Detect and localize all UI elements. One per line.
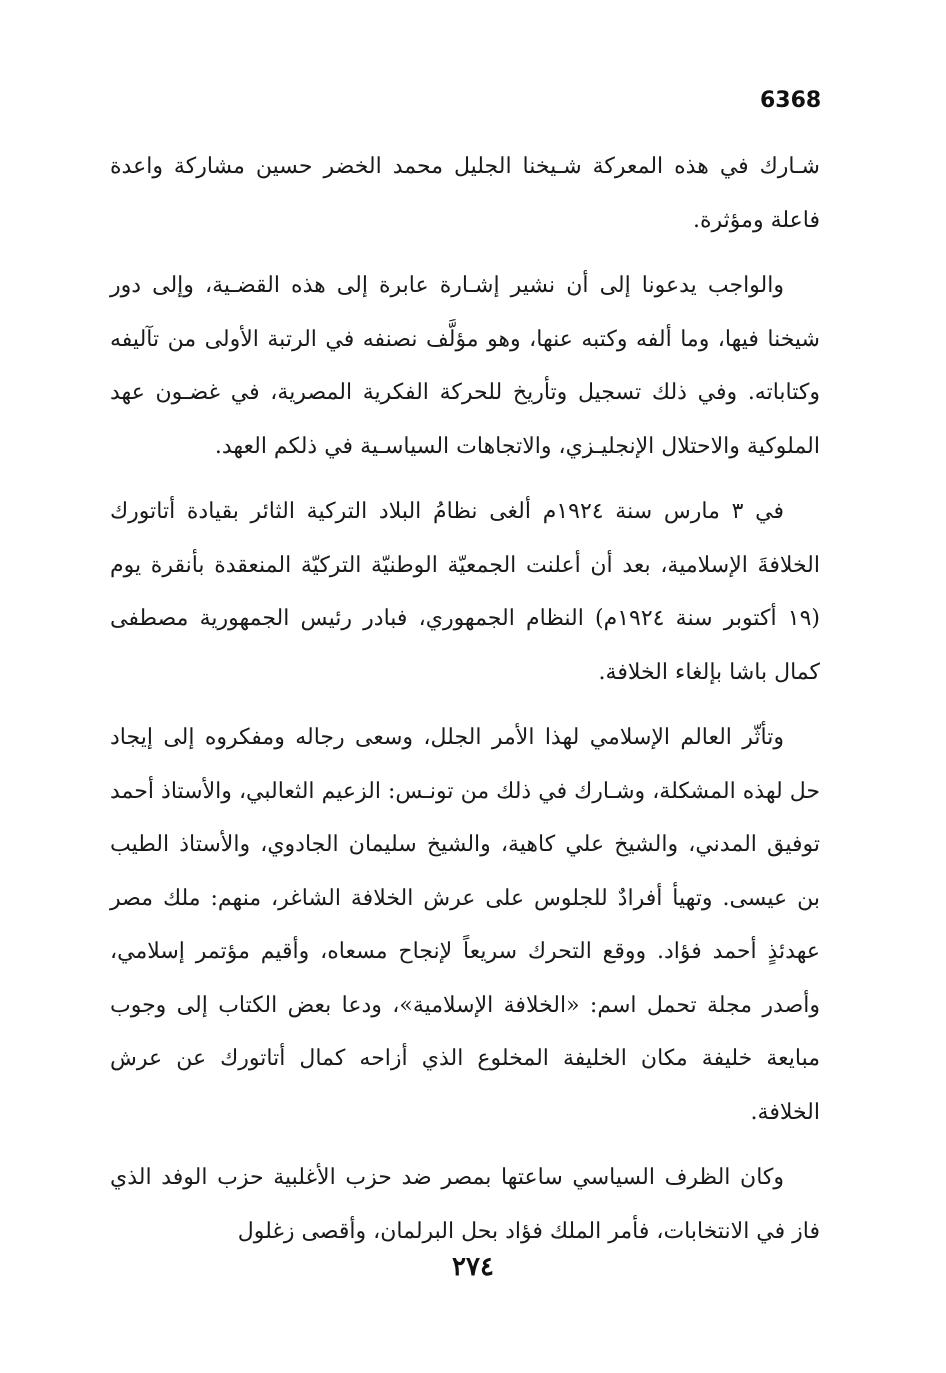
page-number: ٢٧٤ — [452, 1252, 494, 1282]
paragraph-1: شـارك في هذه المعركة شـيخنا الجليل محمد الخضر حسين مشاركة واعدة فاعلة ومؤثرة. — [110, 154, 820, 233]
paragraph-4: وتأثّر العالم الإسلامي لهذا الأمر الجلل، وسعى رجاله ومفكروه إلى إيجاد حل لهذه المشكلة، وشـارك في ذلك من تونـس: الزعيم الثعالبي، والأستاذ أحمد توفيق المدني، والشيخ علي كاهية، والشيخ سليمان الجادوي، والأستاذ الطيب بن عيسى. وتهيأ أفرادٌ للجلوس على عرش الخلافة الشاغر، منهم: ملك مصر عهدئذٍ أحمد فؤاد. ووقع التحرك سريعاً لإنجاح مسعاه، وأقيم مؤتمر إسلامي، وأصدر مجلة تحمل اسم: «الخلافة الإسلامية»، ودعا بعض الكتاب إلى وجوب مبايعة خليفة مكان الخليفة المخلوع الذي أزاحه كمال أتاتورك عن عرش الخلافة. — [110, 725, 820, 1125]
page-id: 6368 — [760, 88, 822, 113]
paragraph-3: في ٣ مارس سنة ١٩٢٤م ألغى نظامُ البلاد التركية الثائر بقيادة أتاتورك الخلافةَ الإسلامية، بعد أن أعلنت الجمعيّة الوطنيّة التركيّة المنعقدة بأنقرة يوم (١٩ أكتوبر سنة ١٩٢٤م) النظام الجمهوري، فبادر رئيس الجمهورية مصطفى كمال باشا بإلغاء الخلافة. — [110, 499, 821, 685]
paragraph-5: وكان الظرف السياسي ساعتها بمصر ضد حزب الأغلبية حزب الوفد الذي فاز في الانتخابات، فأمر الملك فؤاد بحل البرلمان، وأقصى زغلول — [110, 1165, 820, 1244]
body-text — [110, 140, 820, 1258]
paragraph-2: والواجب يدعونا إلى أن نشير إشـارة عابرة إلى هذه القضـية، وإلى دور شيخنا فيها، وما ألفه وكتبه عنها، وهو مؤلَّف نصنفه في الرتبة الأولى من تآليفه وكتاباته. وفي ذلك تسجيل وتأريخ للحركة الفكرية المصرية، في غضـون عهد الملوكية والاحتلال الإنجليـزي، والاتجاهات السياسـية في ذلكم العهد. — [110, 273, 820, 459]
